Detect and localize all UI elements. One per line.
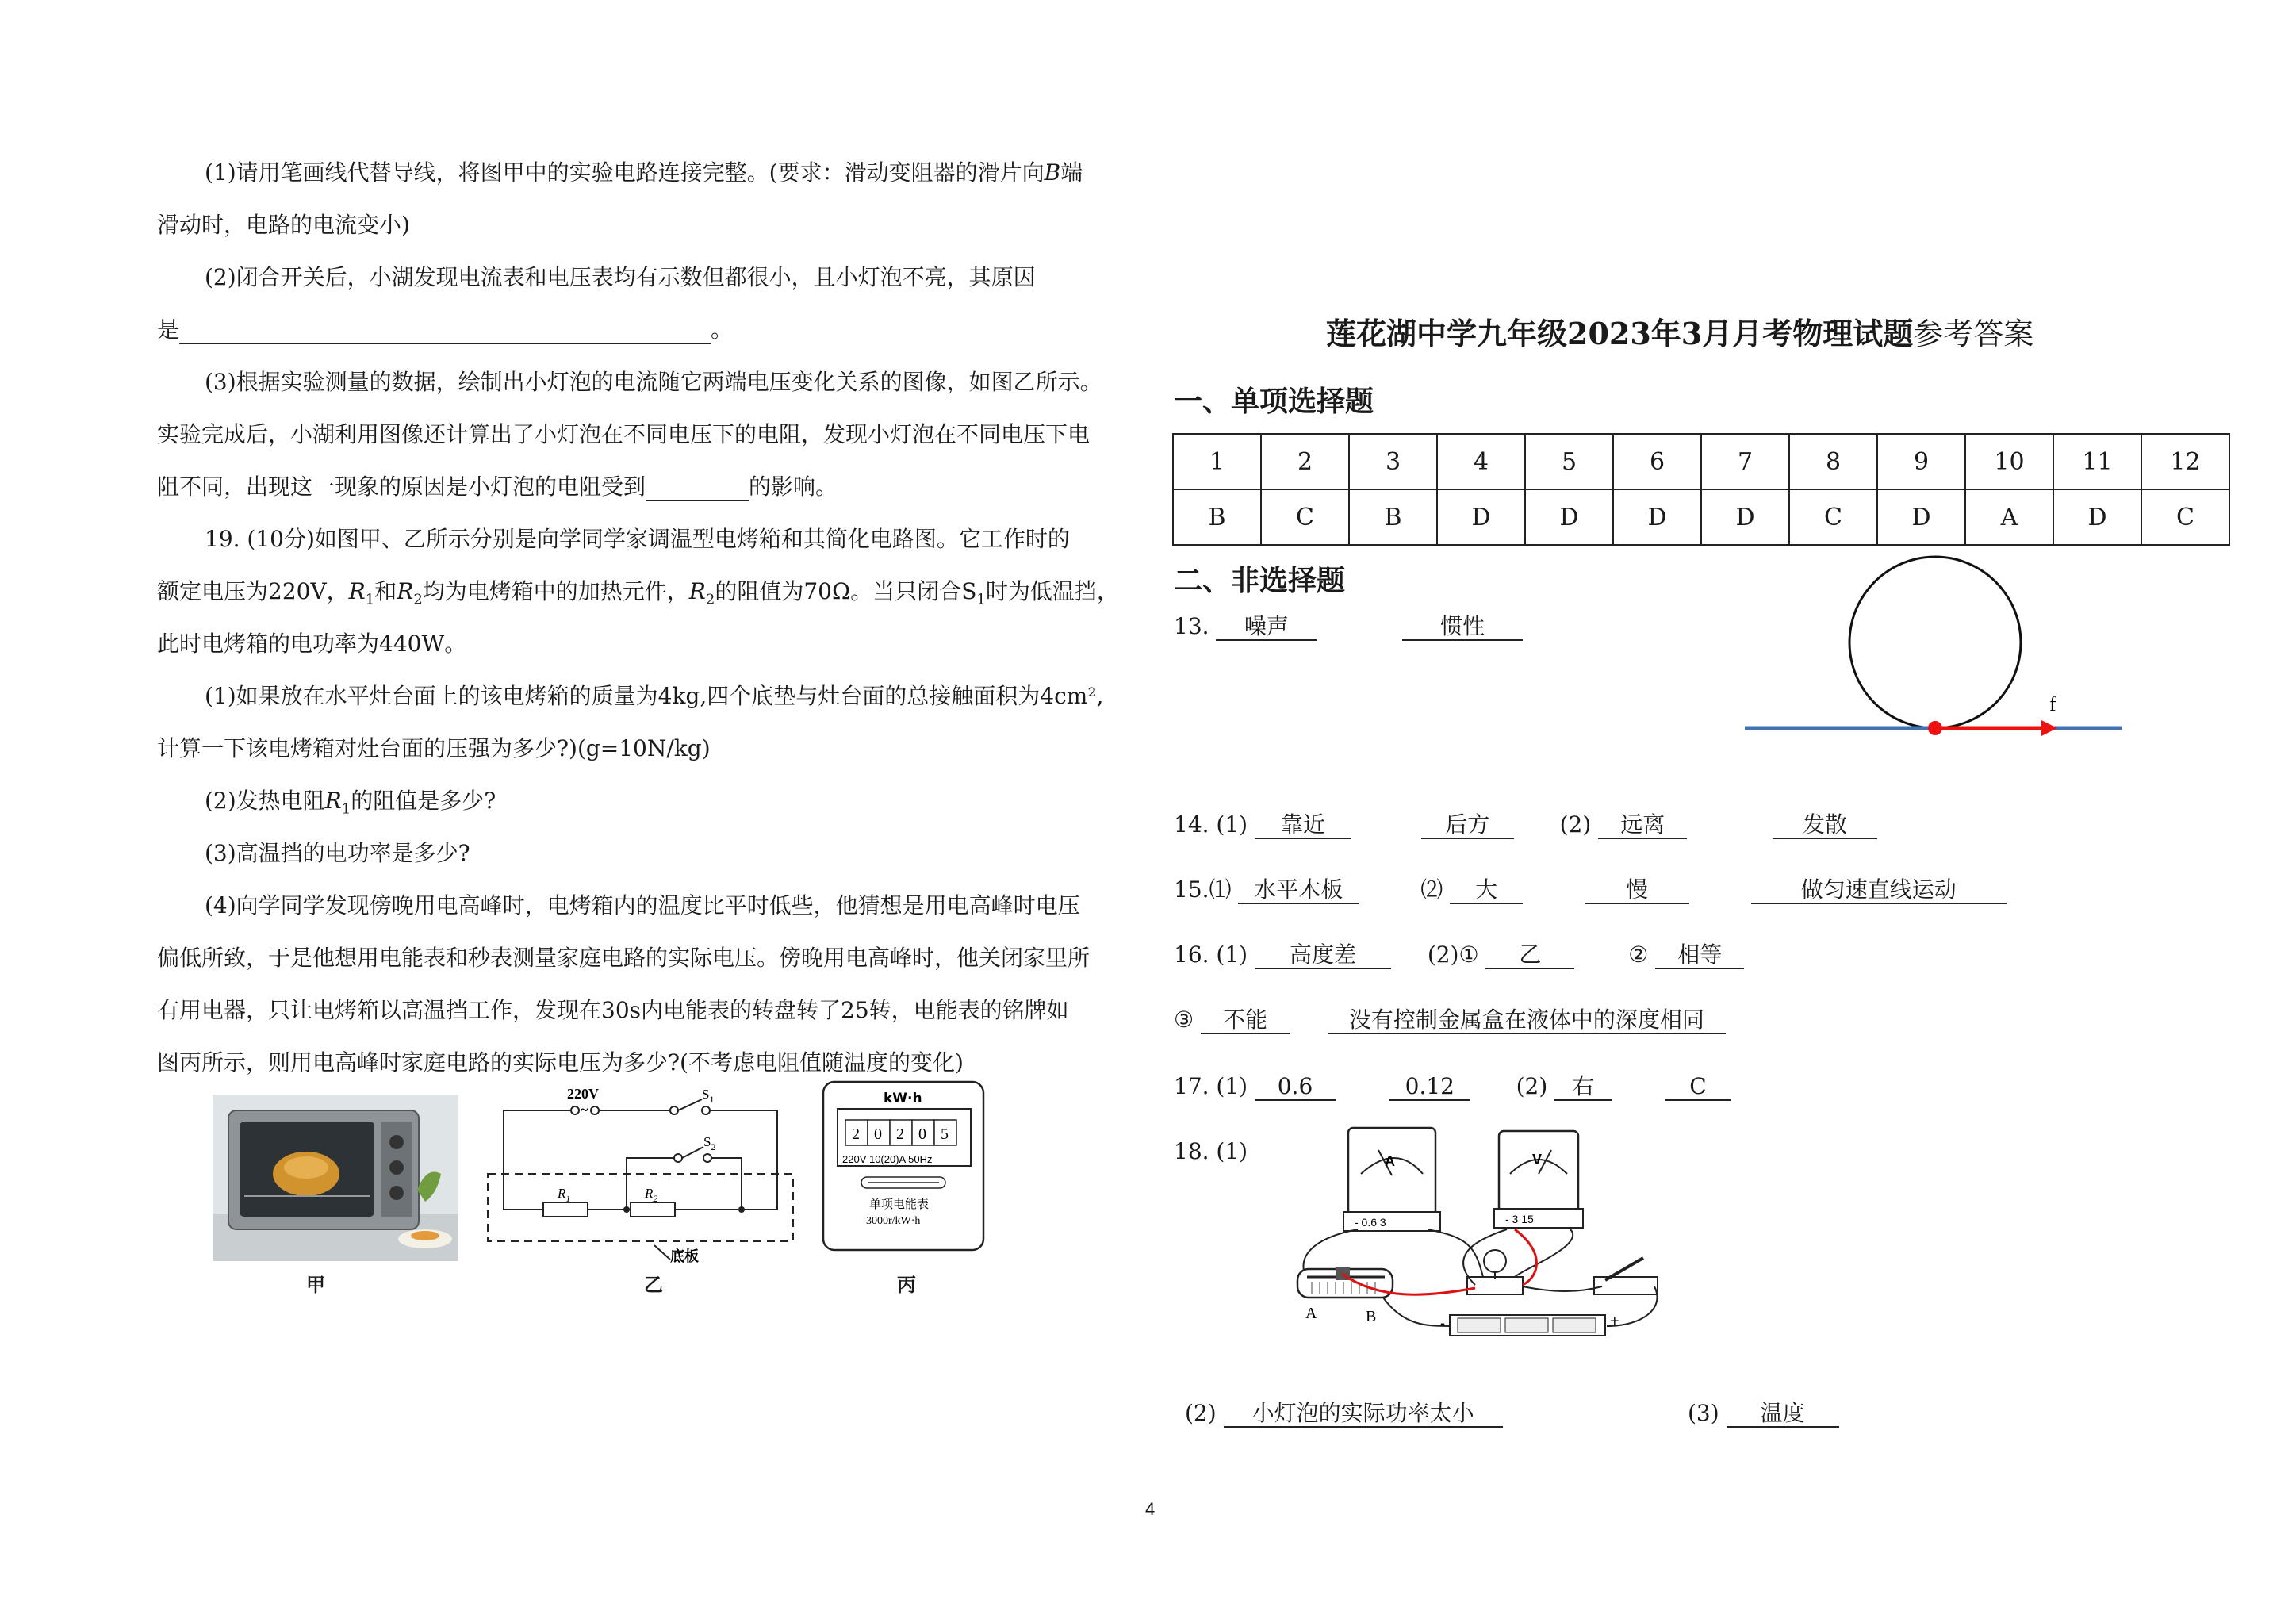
oven-photo — [213, 1095, 458, 1261]
q18-part2-line2: 是 。 — [157, 316, 734, 343]
answer-blank: 0.12 — [1389, 1074, 1470, 1101]
meter-spec: 3000r/kW·h — [866, 1215, 921, 1227]
question-number: 8 — [1789, 434, 1877, 489]
section-non-choice: 二、非选择题 — [1174, 565, 1346, 597]
meter-digit: 2 — [896, 1125, 904, 1143]
answer-blank: 发散 — [1773, 812, 1877, 839]
table-row-question-numbers — [1173, 434, 2229, 489]
energy-meter-diagram — [820, 1079, 987, 1255]
q19-part4-line3: 有用电器，只让电烤箱以高温挡工作，发现在30s内电能表的转盘转了25转，电能表的铭牌如 — [157, 997, 1069, 1023]
question-number: 12 — [2141, 434, 2229, 489]
answer-q18-line3: (3) 温度 — [1688, 1399, 1839, 1428]
answer-cell: D — [1525, 489, 1613, 545]
q18-part2-line1: (2)闭合开关后，小湖发现电流表和电压表均有示数但都很小，且小灯泡不亮，其原因 — [205, 264, 1036, 290]
answer-blank: 高度差 — [1255, 942, 1391, 969]
answer-cell: D — [1701, 489, 1789, 545]
question-number: 11 — [2053, 434, 2141, 489]
answer-q16-line2: ③ 不能 没有控制金属盒在液体中的深度相同 — [1174, 1006, 1726, 1034]
answer-q17: 17. (1) 0.6 0.12 (2) 右 C — [1174, 1072, 1731, 1101]
answer-blank: 0.6 — [1255, 1074, 1336, 1101]
answer-blank: 相等 — [1655, 942, 1744, 969]
resistor-r1-label: $R_1$ — [558, 1186, 571, 1204]
answer-blank[interactable] — [646, 476, 749, 501]
ammeter-scale: - 0.6 3 — [1355, 1216, 1386, 1229]
answer-blank: 水平木板 — [1238, 877, 1359, 904]
ammeter-label: A — [1385, 1153, 1395, 1169]
answer-q18-line2: (2) 小灯泡的实际功率太小 — [1185, 1399, 1503, 1428]
q19-part2: (2)发热电阻$R_1$的阻值是多少? — [205, 788, 496, 818]
answer-cell: C — [2141, 489, 2229, 545]
answer-blank: 远离 — [1598, 812, 1687, 839]
rheostat-end-b: B — [1366, 1308, 1377, 1325]
battery-positive: + — [1610, 1313, 1619, 1330]
page-number: 4 — [1145, 1499, 1156, 1519]
point-b-label: B — [1044, 159, 1061, 186]
answer-cell: A — [1965, 489, 2053, 545]
answer-q14: 14. (1) 靠近 后方 (2) 远离 发散 — [1174, 811, 1877, 839]
answer-cell: D — [1877, 489, 1965, 545]
q19-line1: 19. (10分)如图甲、乙所示分别是向学同学家调温型电烤箱和其简化电路图。它工作时的 — [205, 526, 1070, 552]
experiment-apparatus-diagram — [1285, 1118, 1673, 1364]
q19-part3: (3)高温挡的电功率是多少? — [205, 840, 470, 866]
answer-blank: 乙 — [1485, 942, 1574, 969]
answer-blank: 右 — [1554, 1074, 1612, 1101]
table-row-answers — [1173, 489, 2229, 545]
answer-cell: D — [1437, 489, 1525, 545]
q18-part3-line2: 实验完成后，小湖利用图像还计算出了小灯泡在不同电压下的电阻，发现小灯泡在不同电压下电 — [157, 421, 1091, 447]
answer-blank[interactable] — [179, 319, 711, 344]
q18-part1-line1: (1)请用笔画线代替导线，将图甲中的实验电路连接完整。(要求：滑动变阻器的滑片向B端 — [205, 159, 1083, 186]
question-number: 6 — [1613, 434, 1701, 489]
answer-blank: 没有控制金属盒在液体中的深度相同 — [1328, 1007, 1726, 1034]
question-number: 7 — [1701, 434, 1789, 489]
answer-cell: C — [1261, 489, 1349, 545]
answer-q15: 15.⑴ 水平木板 ⑵ 大 慢 做匀速直线运动 — [1174, 876, 2007, 904]
answer-q18-label: 18. (1) — [1174, 1138, 1248, 1164]
base-plate-label: 底板 — [670, 1248, 699, 1265]
question-number: 2 — [1261, 434, 1349, 489]
answer-blank: 小灯泡的实际功率太小 — [1224, 1401, 1503, 1428]
answer-blank: 做匀速直线运动 — [1751, 877, 2007, 904]
figure-label-c: 丙 — [897, 1274, 916, 1296]
question-number: 1 — [1173, 434, 1261, 489]
force-f-label: f — [2049, 692, 2056, 715]
meter-rating: 220V 10(20)A 50Hz — [842, 1153, 933, 1165]
rheostat-end-a: A — [1305, 1305, 1317, 1322]
section-single-choice: 一、单项选择题 — [1174, 385, 1374, 418]
q19-part4-line4: 图丙所示，则用电高峰时家庭电路的实际电压为多少?(不考虑电阻值随温度的变化) — [157, 1049, 964, 1076]
answer-q16: 16. (1) 高度差 (2)① 乙 ② 相等 — [1174, 941, 1744, 969]
answer-blank: 惯性 — [1402, 614, 1523, 641]
answer-cell: D — [1613, 489, 1701, 545]
q19-part1-line1: (1)如果放在水平灶台面上的该电烤箱的质量为4kg,四个底垫与灶台面的总接触面积为4cm², — [205, 683, 1104, 709]
meter-digit: 2 — [852, 1125, 860, 1143]
voltmeter-scale: - 3 15 — [1505, 1213, 1534, 1225]
figure-label-a: 甲 — [306, 1274, 325, 1296]
answer-table — [1172, 433, 2230, 546]
resistor-r2-label: $R_2$ — [645, 1186, 658, 1204]
q18-part3-line1: (3)根据实验测量的数据，绘制出小灯泡的电流随它两端电压变化关系的图像，如图乙所示。 — [205, 369, 1102, 395]
q19-part4-line2: 偏低所致，于是他想用电能表和秒表测量家庭电路的实际电压。傍晚用电高峰时，他关闭家里所 — [157, 945, 1091, 971]
answer-key-title: 莲花湖中学九年级2023年3月月考物理试题参考答案 — [1326, 316, 2034, 351]
answer-cell: C — [1789, 489, 1877, 545]
answer-blank: 后方 — [1421, 812, 1514, 839]
voltmeter-label: V — [1532, 1152, 1543, 1168]
switch-s2-label: $S_2$ — [703, 1134, 716, 1152]
q19-line3: 此时电烤箱的电功率为440W。 — [157, 631, 467, 657]
figure-label-b: 乙 — [644, 1274, 663, 1296]
answer-blank: 不能 — [1201, 1007, 1290, 1034]
answer-q13: 13. 噪声 惯性 — [1174, 612, 1523, 641]
meter-digit: 0 — [874, 1125, 882, 1143]
q18-part3-line3: 阻不同，出现这一现象的原因是小灯泡的电阻受到 的影响。 — [157, 474, 838, 500]
answer-blank: 大 — [1450, 877, 1523, 904]
question-number: 5 — [1525, 434, 1613, 489]
heater-circuit-diagram — [480, 1079, 801, 1269]
answer-cell: D — [2053, 489, 2141, 545]
question-number: 9 — [1877, 434, 1965, 489]
circuit-ac-symbol: ~ — [581, 1102, 588, 1118]
meter-digit: 0 — [918, 1125, 926, 1143]
meter-digit: 5 — [941, 1125, 949, 1143]
answer-blank: 慢 — [1585, 877, 1689, 904]
q18-part1-line2: 滑动时，电路的电流变小) — [157, 212, 410, 238]
question-number: 10 — [1965, 434, 2053, 489]
question-number: 4 — [1437, 434, 1525, 489]
q19-part4-line1: (4)向学同学发现傍晚用电高峰时，电烤箱内的温度比平时低些，他猜想是用电高峰时电压 — [205, 892, 1080, 918]
friction-force-diagram — [1737, 555, 2133, 746]
q19-part1-line2: 计算一下该电烤箱对灶台面的压强为多少?)(g=10N/kg) — [157, 735, 711, 761]
answer-cell: B — [1173, 489, 1261, 545]
question-number: 3 — [1349, 434, 1437, 489]
answer-cell: B — [1349, 489, 1437, 545]
meter-unit: kW·h — [884, 1091, 922, 1106]
answer-blank: 噪声 — [1216, 614, 1317, 641]
answer-blank: C — [1665, 1074, 1731, 1101]
answer-blank: 温度 — [1727, 1401, 1839, 1428]
switch-s1-label: $S_1$ — [702, 1087, 715, 1105]
q19-line2: 额定电压为220V，$R_1$和$R_2$均为电烤箱中的加热元件，$R_2$的阻值为70Ω。当只闭合$S_1$时为低温挡， — [157, 578, 1119, 608]
battery-negative: - — [1440, 1315, 1445, 1331]
circuit-voltage-label: 220V — [567, 1086, 599, 1102]
answer-blank: 靠近 — [1255, 812, 1351, 839]
meter-name: 单项电能表 — [869, 1197, 930, 1211]
